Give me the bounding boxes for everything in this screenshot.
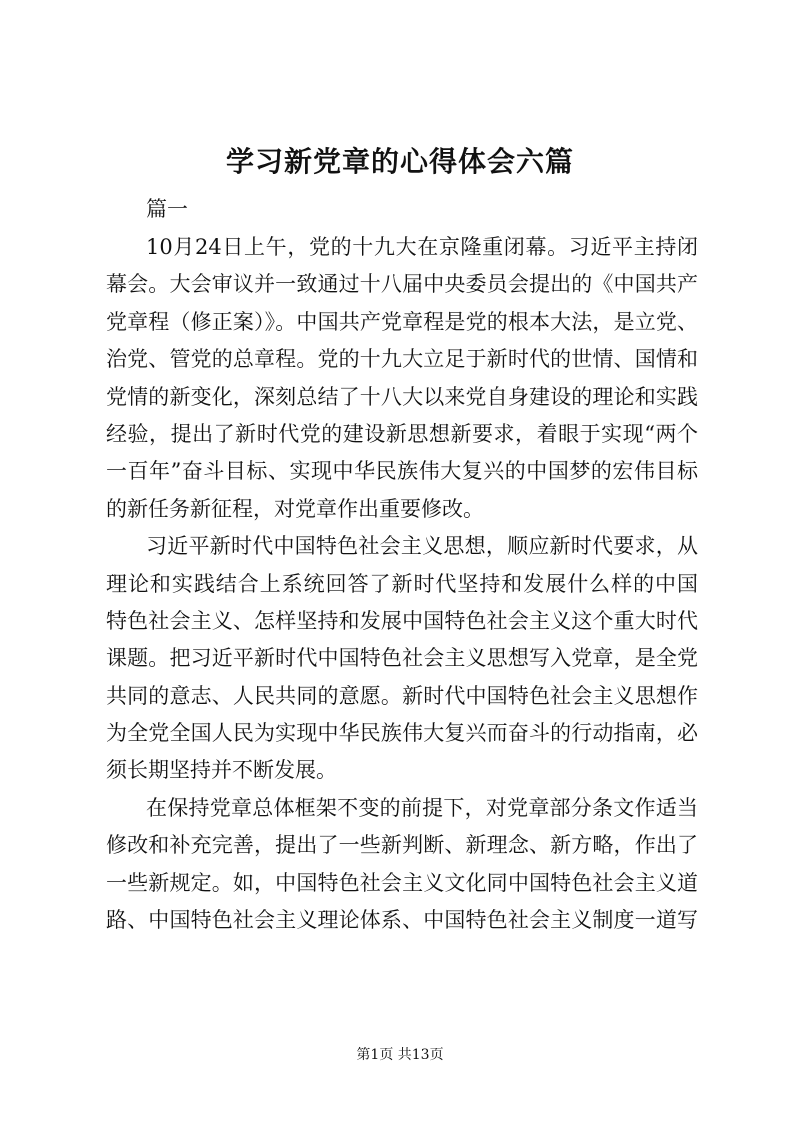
body-line: 为全党全国人民为实现中华民族伟大复兴而奋斗的行动指南，必 bbox=[106, 721, 698, 746]
document-title: 学习新党章的心得体会六篇 bbox=[225, 145, 574, 178]
body-line: 习近平新时代中国特色社会主义思想，顺应新时代要求，从 bbox=[146, 534, 698, 559]
body-line: 治党、管党的总章程。党的十九大立足于新时代的世情、国情和 bbox=[106, 347, 698, 372]
body-line: 须长期坚持并不断发展。 bbox=[106, 758, 337, 783]
body-line: 10月24日上午，党的十九大在京隆重闭幕。习近平主持闭 bbox=[146, 235, 698, 259]
document-body bbox=[106, 229, 698, 939]
body-line: 特色社会主义、怎样坚持和发展中国特色社会主义这个重大时代 bbox=[106, 608, 698, 633]
body-line: 一些新规定。如，中国特色社会主义文化同中国特色社会主义道 bbox=[106, 870, 698, 895]
body-line: 党章程（修正案）》。中国共产党章程是党的根本大法，是立党、 bbox=[106, 309, 698, 334]
body-line: 幕会。大会审议并一致通过十八届中央委员会提出的《中国共产 bbox=[106, 272, 698, 297]
body-line: 共同的意志、人民共同的意愿。新时代中国特色社会主义思想作 bbox=[106, 683, 698, 708]
body-line: 在保持党章总体框架不变的前提下，对党章部分条文作适当 bbox=[146, 795, 698, 820]
body-line: 理论和实践结合上系统回答了新时代坚持和发展什么样的中国 bbox=[106, 571, 698, 596]
page-indicator: 第1页 共13页 bbox=[356, 1047, 444, 1063]
body-line: 修改和补充完善，提出了一些新判断、新理念、新方略，作出了 bbox=[106, 833, 698, 858]
body-line: 党情的新变化，深刻总结了十八大以来党自身建设的理论和实践 bbox=[106, 384, 698, 409]
body-line: 的新任务新征程，对党章作出重要修改。 bbox=[106, 496, 484, 521]
body-line: 课题。把习近平新时代中国特色社会主义思想写入党章，是全党 bbox=[106, 646, 698, 671]
body-line: 一百年”奋斗目标、实现中华民族伟大复兴的中国梦的宏伟目标 bbox=[106, 459, 698, 484]
body-line: 路、中国特色社会主义理论体系、中国特色社会主义制度一道写 bbox=[106, 908, 698, 933]
section-label: 篇一 bbox=[146, 197, 188, 221]
body-line: 经验，提出了新时代党的建设新思想新要求，着眼于实现“两个 bbox=[106, 421, 698, 446]
